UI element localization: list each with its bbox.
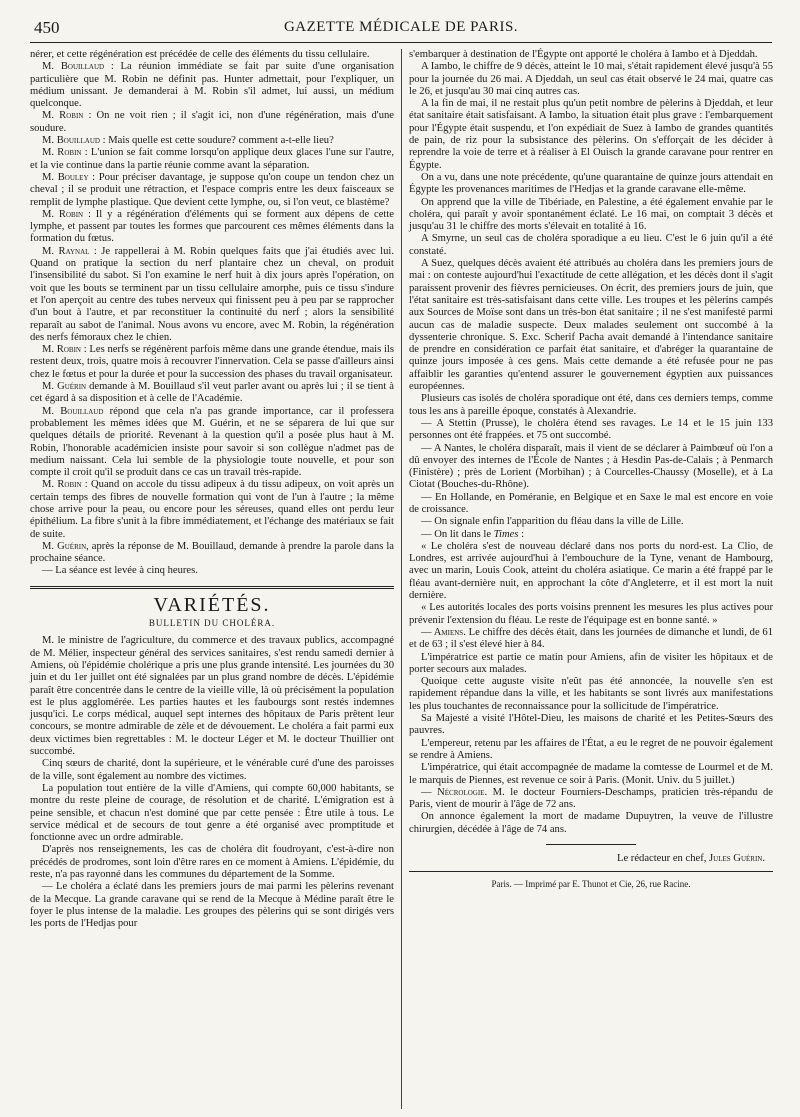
speech-text: : Pour préciser davantage, je suppose qu'on coupe un tendon chez un cheval ; il se produit une rétraction, et l'espace compris entre les deux faisceaux se remplit de lymphe plastique. Que devient cette lymphe, ou, si l'on veut, ce blastème?: [30, 171, 395, 208]
paragraph: [30, 110, 394, 135]
paragraph: Quoique cette auguste visite n'eût pas été annoncée, la nouvelle s'en est rapidement répandue dans la ville, et les habitants se sont livrés aux manifestations les plus touchantes de reconnaissance pour la sollicitude de l'impératrice.: [409, 676, 773, 712]
speaker-name: M. Guérin: [42, 381, 87, 393]
paragraph: [409, 529, 773, 541]
paragraph: — On signale enfin l'apparition du fléau dans la ville de Lille.: [421, 516, 684, 528]
speaker-name: M. Guérin: [42, 540, 87, 552]
speech-text: répond que cela n'a pas grande importance, car il professera probablement les mêmes idées que M. Guérin, et ne se séparera de lui que sur quelques détails de priorité. Revenant à la question qu'il a posée plus haut à M. Robin, l'honorable académicien insiste pour savoir si son collègue n'admet pas de medium naissant. Cela lui semble de la physiologie toute nouvelle, et pour son compte il croit qu'il se produit dans ce cas un travail très-rapide.: [30, 405, 394, 479]
paragraph: A Suez, quelques décès avaient été attribués au choléra dans les premiers jours de mai : on conteste aujourd'hui l'exactitude de cette allégation, et les décès dont il s'agit paraissent provenir des fièvres pernicieuses. On écrit, des premiers jours de juin, que l'état sanitaire est très-satisfaisant dans cette ville. Les troupes et les pèlerins campés aux Sources de Moïse sont dans un très-bon état sanitaire ; il ne s'est manifesté parmi aucun cas de maladie suspecte. Deux malades seulement ont succombé à la dyssenterie chronique. S. Exc. Scherif Pacha avait demandé à l'intendance sanitaire de prendre en considération ce parfait état sanitaire, et d'abréger la quarantaine de quinze jours imposée à ces gens. Mais cette demande a été refusée pour ne pas affaiblir les garanties qu'entend assurer le gouvernement égyptien aux puissances européennes.: [409, 258, 773, 393]
section-title: VARIÉTÉS.: [153, 593, 271, 616]
paragraph: On annonce également la mort de madame Dupuytren, la veuve de l'illustre chirurgien, décédée à l'âge de 74 ans.: [409, 811, 773, 835]
speech-text: : L'union se fait comme lorsqu'on applique deux glaces l'une sur l'autre, et la vie continue dans la partie réunie comme avant la séparation.: [30, 147, 394, 171]
column-divider: [401, 49, 402, 1109]
divider: [546, 844, 636, 845]
speaker-name: M. Robin: [42, 344, 81, 356]
signature-label: Le rédacteur en chef,: [616, 853, 710, 864]
news-text: M. le docteur Fourniers-Deschamps, praticien très-répandu de Paris, vient de mourir à l'âge de 72 ans.: [409, 786, 773, 811]
printer-imprint: Paris. — Imprimé par E. Thunot et Cie, 26, rue Racine.: [491, 879, 691, 890]
paragraph: « Le choléra s'est de nouveau déclaré dans nos ports du nord-est. La Clio, de Londres, est arrivée aujourd'hui à l'embouchure de la Tyne, venant de Hambourg, avec un marin, Louis Cook, atteint du choléra asiatique. Ce marin a été frappé par le fléau avant-dernière nuit, en approchant la côte d'Angleterre, et il est mort la nuit dernière.: [409, 540, 773, 602]
paragraph: [30, 209, 394, 246]
speech-text: demande à M. Bouillaud s'il veut parler avant ou après lui ; il se tient à cet égard à sa disposition et à celle de l'Académie.: [30, 381, 394, 405]
paragraph: [30, 344, 394, 381]
quote-intro-end: :: [518, 528, 525, 540]
page-header: [30, 16, 772, 43]
article-columns: [30, 49, 772, 1099]
left-column: [30, 49, 394, 930]
divider: [409, 871, 773, 872]
paragraph: [30, 172, 394, 209]
paragraph: — En Hollande, en Poméranie, en Belgique et en Saxe le mal est encore en voie de croissance.: [409, 491, 773, 515]
paragraph: [30, 479, 394, 540]
speaker-name: M. Raynal: [42, 245, 90, 257]
paragraph: s'embarquer à destination de l'Égypte ont apporté le choléra à Iambo et à Djeddah.: [409, 49, 758, 60]
paragraph: L'empereur, retenu par les affaires de l'État, a eu le regret de ne pouvoir également se rendre à Amiens.: [409, 737, 773, 761]
editor-name: Jules Guérin.: [709, 853, 765, 864]
paragraph: La population tout entière de la ville d'Amiens, qui compte 60,000 habitants, se montre du reste pleine de courage, de résolution et de charité. L'émigration est à peine sensible, et chacun n'est dominé que par cette pensée : Être utile à tous. Le service médical et de secours de tout genre a été organisé avec promptitude et fonctionne avec un ordre admirable.: [30, 782, 394, 844]
paragraph: [409, 787, 773, 812]
section-separator: [30, 586, 394, 589]
paragraph: M. le ministre de l'agriculture, du commerce et des travaux publics, accompagné de M. Mélier, inspecteur général des services sanitaires, s'est rendu samedi dernier à Amiens, où l'épidémie cholérique a pris une plus grande intensité. Les journées du 30 juin et du 1er juillet ont été signalées par un plus grand nombre de décès. L'épidémie paraît être concentrée dans le centre de la vieille ville, là où précisément la population est le plus agglomérée. Les parties hautes et les faubourgs sont restés indemnes jusqu'ici. Le corps médical, auquel sept internes des hôpitaux de Paris prêtent leur concours, se montre admirable de zèle et de dévouement. Le choléra a fait parmi eux deux victimes bien regrettables : M. le docteur Léger et M. le docteur Thuillier ont succombé.: [30, 635, 394, 758]
speaker-name: M. Robin: [42, 208, 84, 220]
speaker-name: M. Robin: [42, 110, 84, 122]
paragraph: [30, 61, 394, 110]
speaker-name: M. Robin: [42, 147, 82, 159]
paragraph: — A Stettin (Prusse), le choléra étend ses ravages. Le 14 et le 15 juin 133 personnes ont été frappées. et 75 ont succombé.: [409, 417, 773, 442]
paragraph: [409, 627, 773, 652]
speaker-name: M. Bouley: [42, 171, 89, 183]
paragraph: Sa Majesté a visité l'Hôtel-Dieu, les maisons de charité et les Petites-Sœurs des pauvres.: [409, 713, 773, 737]
paragraph: [30, 541, 394, 566]
paragraph: A Iambo, le chiffre de 9 décès, atteint le 10 mai, s'était rapidement élevé jusqu'à 55 pour la journée du 26 mai. A Djeddah, un seul cas était observé le 24 mai, quatre cas le 26, et jusqu'au 30 mai cinq autres cas.: [409, 61, 773, 97]
paragraph: [30, 406, 394, 480]
paragraph: A Smyrne, un seul cas de choléra sporadique a eu lieu. C'est le 6 juin qu'il a été constaté.: [409, 233, 773, 257]
paragraph: L'impératrice, qui était accompagnée de madame la comtesse de Lourmel et de M. le marquis de Piennes, est revenue ce soir à Paris. (Monit. Univ. du 5 juillet.): [409, 762, 773, 786]
obituary-label: — Nécrologie.: [421, 786, 488, 798]
speech-text: : Je rappellerai à M. Robin quelques faits que j'ai étudiés avec lui. Quand on pratique la section du nerf plantaire chez un cheval, on produit l'insensibilité du sabot. Si l'on examine le nerf huit à dix jours après l'opération, on voit que les bouts se terminent par un tissu cellulaire amorphe, puis ce tissu s'indure et l'on aperçoit au centre des tubes nerveux qui finissent peu à peu par se rapprocher d'un bout à l'autre, et par reconstituer la continuité du nerf ; alors la sensibilité reparaît au sabot de l'animal. Nous avons vu encore, avec M. Robin, la régénération des nerfs fémoraux chez le chien.: [30, 245, 395, 343]
editor-signature: [409, 853, 773, 865]
speech-text: , après la réponse de M. Bouillaud, demande à prendre la parole dans la prochaine séance.: [30, 540, 394, 565]
speech-text: : Quand on accole du tissu adipeux à du tissu adipeux, on voit après un certain temps des fibres de nouvelle formation qui vont de l'un à l'autre ; la même chose arrive pour la peau, ou encore pour les séreuses, quand elles ont perdu leur épithélium. La fibre s'unit à la fibre immédiatement, et l'échange des matériaux se fait de suite.: [30, 479, 394, 540]
page-number: 450: [34, 18, 60, 37]
quote-intro: — On lit dans le: [421, 528, 494, 540]
news-text: Le chiffre des décès était, dans les journées de dimanche et lundi, de 61 et de 63 ; il s'est élevé hier à 84.: [409, 626, 773, 651]
speech-text: : On ne voit rien ; il s'agit ici, non d'une régénération, mais d'une soudure.: [30, 110, 394, 134]
paragraph: D'après nos renseignements, les cas de choléra dit foudroyant, c'est-à-dire non précédés de prodromes, sont loin d'être rares en ce moment à Amiens. L'épidémie, du reste, n'a pas rayonné dans les communes du département de la Somme.: [30, 844, 394, 880]
speaker-name: M. Bouillaud: [42, 405, 104, 417]
paragraph: Cinq sœurs de charité, dont la supérieure, et le vénérable curé d'une des paroisses de la ville, sont également au nombre des victimes.: [30, 758, 394, 782]
speaker-name: M. Bouillaud: [42, 61, 105, 73]
paragraph: Plusieurs cas isolés de choléra sporadique ont été, dans ces derniers temps, comme tous les ans à pareille époque, constatés à Alexandrie.: [409, 393, 773, 417]
paragraph: [30, 135, 394, 147]
speech-text: : La réunion immédiate se fait par suite d'une organisation particulière que M. Robin ne définit pas. Hunter admettait, pour l'expliquer, un médium unissant. Je demanderai à M. Robin s'il admet, lui aussi, un médium quelconque.: [30, 61, 394, 110]
speech-text: : Les nerfs se régénèrent parfois même dans une grande étendue, mais ils restent deux, trois, quatre mois à recouvrer l'innervation. Cela se passe d'ailleurs ainsi chez le fœtus et pour la durée et pour la succession des phases du travail organisateur.: [30, 344, 394, 380]
source-name: Times: [493, 528, 519, 540]
paragraph: — A Nantes, le choléra disparaît, mais il vient de se déclarer à Paimbœuf où l'on a dû envoyer des internes de l'École de Nantes ; à Hesdin Pas-de-Calais ; à Penmarch (Finistère) ; près de Lorient (Morbihan) ; à Courcelles-Chaussy (Moselle), et à La Ciotat (Bouches-du-Rhône).: [409, 442, 773, 491]
paragraph: nérer, et cette régénération est précédée de celle des éléments du tissu cellulaire.: [30, 49, 370, 60]
paragraph: On apprend que la ville de Tibériade, en Palestine, a été également envahie par le choléra, qui paraît y avoir spontanément éclaté. Le 16 mai, on comptait 3 décès et jusqu'au 31 le chiffre des morts s'élevait en totalité à 16.: [409, 196, 773, 233]
speech-text: : Il y a régénération d'éléments qui se forment aux dépens de cette lymphe, et passent par toutes les formes que parcourent ces mêmes éléments dans la formation du fœtus.: [30, 208, 394, 245]
section-subtitle: BULLETIN DU CHOLÉRA.: [148, 618, 276, 629]
paragraph: On a vu, dans une note précédente, qu'une quarantaine de quinze jours attendait en Égypte les provenances maritimes de l'Hedjas et la grande caravane elle-même.: [409, 171, 773, 196]
paragraph: — La séance est levée à cinq heures.: [42, 565, 198, 577]
paragraph: [30, 381, 394, 406]
paragraph: [30, 246, 394, 344]
paragraph: A la fin de mai, il ne restait plus qu'un petit nombre de pèlerins à Djeddah, et leur état sanitaire était satisfaisant. A Iambo, la situation était plus grave : l'embarquement pour l'Égypte était suspendu, et l'on expédiait de Suez à Iambo de grandes quantités de pain, de riz pour la subsistance des pèlerins. On s'efforçait de les décider à reprendre la voie de terre et à réaliser à El Ouisch la grande caravane pour rentrer en Égypte.: [409, 98, 773, 171]
paragraph: « Les autorités locales des ports voisins prennent les mesures les plus actives pour prévenir l'extension du fléau. Le reste de l'équipage est en bonne santé. »: [409, 602, 773, 626]
speaker-name: M. Robin: [42, 479, 82, 491]
paragraph: — Le choléra a éclaté dans les premiers jours de mai parmi les pèlerins revenant de la Mecque. La grande caravane qui se rend de la Mecque à Médine paraît être le foyer le plus intense de la maladie. Les groupes des pèlerins qui se sont dirigés vers les ports de l'Hedjas pour: [30, 881, 394, 930]
dateline: — Amiens.: [421, 626, 466, 638]
paragraph: [30, 147, 394, 172]
speech-text: : Mais quelle est cette soudure? comment a-t-elle lieu?: [99, 135, 334, 147]
speaker-name: M. Bouillaud: [42, 135, 100, 147]
journal-title: GAZETTE MÉDICALE DE PARIS.: [283, 19, 519, 35]
right-column: [409, 49, 773, 891]
paragraph: L'impératrice est partie ce matin pour Amiens, afin de visiter les hôpitaux et de porter secours aux malades.: [409, 651, 773, 675]
